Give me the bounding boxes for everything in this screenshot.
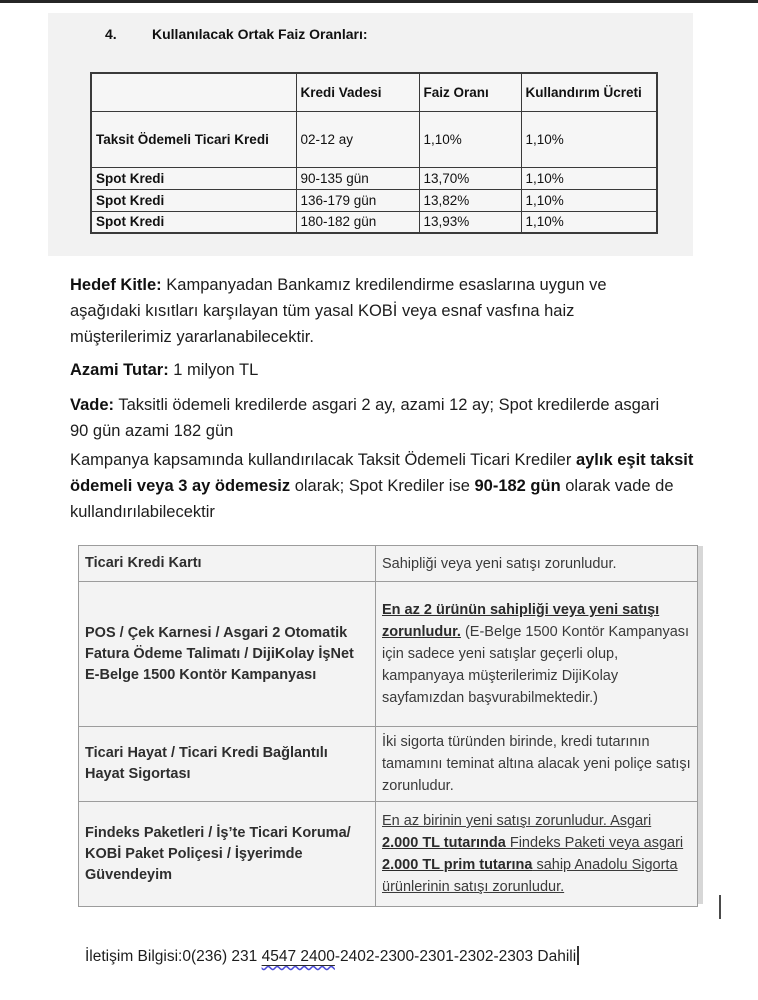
product-cell: Spot Kredi xyxy=(91,211,296,233)
paragraph-bold-text: 90-182 gün xyxy=(474,477,561,495)
text-cursor xyxy=(577,946,579,965)
text-cursor xyxy=(719,895,721,919)
paragraph-text: olarak vade de kullandırılabilecektir xyxy=(70,477,674,521)
header-cell-fee: Kullandırım Ücreti xyxy=(521,73,657,111)
contact-suffix: -2402-2300-2301-2302-2303 Dahili xyxy=(334,948,577,965)
section-heading xyxy=(105,26,368,42)
header-cell-rate: Faiz Oranı xyxy=(419,73,521,111)
requirement-bold-underline: 2.000 TL tutarında xyxy=(382,835,506,851)
requirement-cell: Sahipliği veya yeni satışı zorunludur. xyxy=(376,546,698,582)
interest-rates-table xyxy=(90,72,658,234)
table-row xyxy=(91,211,657,233)
product-cell: Spot Kredi xyxy=(91,189,296,211)
term-cell: 90-135 gün xyxy=(296,167,419,189)
requirement-underline: Findeks Paketi veya asgari xyxy=(505,835,684,851)
table-scrollbar-track[interactable] xyxy=(698,546,703,904)
table-row xyxy=(79,802,698,907)
term-cell: 02-12 ay xyxy=(296,111,419,167)
product-cell: Ticari Kredi Kartı xyxy=(79,546,376,582)
paragraph-text: Taksitli ödemeli kredilerde asgari 2 ay, azami 12 ay; Spot kredilerde asgari 90 gün azami 182 gün xyxy=(70,396,660,440)
fee-cell: 1,10% xyxy=(521,111,657,167)
requirement-cell: İki sigorta türünden birinde, kredi tutarının tamamını teminat altına alacak yeni poliçe satışı zorunludur. xyxy=(376,727,698,802)
rates-section-panel xyxy=(48,13,693,256)
table-row xyxy=(91,111,657,167)
contact-underlined-numbers: 4547 2400 xyxy=(261,948,335,965)
term-cell: 136-179 gün xyxy=(296,189,419,211)
rate-cell: 13,93% xyxy=(419,211,521,233)
product-cell: Ticari Hayat / Ticari Kredi Bağlantılı Hayat Sigortası xyxy=(79,727,376,802)
product-cell: Spot Kredi xyxy=(91,167,296,189)
header-cell-empty xyxy=(91,73,296,111)
requirements-table xyxy=(78,545,698,907)
requirement-cell xyxy=(376,582,698,727)
requirement-underline: En az birinin yeni satışı zorunludur. Asgari xyxy=(382,813,652,829)
table-row xyxy=(91,189,657,211)
paragraph-label: Azami Tutar: xyxy=(70,361,169,379)
paragraph-kampanya xyxy=(70,447,695,525)
requirement-bold-underline: En az 2 ürünün sahipliği veya yeni satışı zorunludur. xyxy=(382,602,660,640)
rate-cell: 1,10% xyxy=(419,111,521,167)
paragraph-text: Kampanyadan Bankamız kredilendirme esaslarına uygun ve aşağıdaki kısıtları karşılayan tüm yasal KOBİ veya esnaf vasfına haiz müşterilerimiz yararlanabilecektir. xyxy=(70,276,607,346)
table-row xyxy=(91,167,657,189)
section-title: Kullanılacak Ortak Faiz Oranları: xyxy=(152,26,368,42)
rate-cell: 13,82% xyxy=(419,189,521,211)
header-cell-term: Kredi Vadesi xyxy=(296,73,419,111)
paragraph-vade xyxy=(70,392,670,444)
paragraph-azami-tutar xyxy=(70,357,670,383)
section-number: 4. xyxy=(105,26,117,42)
paragraph-label: Hedef Kitle: xyxy=(70,276,162,294)
product-cell: Taksit Ödemeli Ticari Kredi xyxy=(91,111,296,167)
paragraph-text: olarak; Spot Krediler ise xyxy=(290,477,475,495)
paragraph-text: Kampanya kapsamında kullandırılacak Taksit Ödemeli Ticari Krediler xyxy=(70,451,576,469)
top-border-line xyxy=(0,0,758,3)
fee-cell: 1,10% xyxy=(521,189,657,211)
paragraph-bold-text: aylık eşit taksit ödemeli veya 3 ay ödemesiz xyxy=(70,451,694,495)
product-cell: POS / Çek Karnesi / Asgari 2 Otomatik Fatura Ödeme Talimatı / DijiKolay İşNet E-Belge 1500 Kontör Kampanyası xyxy=(79,582,376,727)
table-header-row xyxy=(91,73,657,111)
term-cell: 180-182 gün xyxy=(296,211,419,233)
fee-cell: 1,10% xyxy=(521,211,657,233)
paragraph-text: 1 milyon TL xyxy=(168,361,259,379)
table-row xyxy=(79,546,698,582)
product-cell: Findeks Paketleri / İş’te Ticari Koruma/ KOBİ Paket Poliçesi / İşyerimde Güvendeyim xyxy=(79,802,376,907)
table-row xyxy=(79,582,698,727)
requirement-text: (E-Belge 1500 Kontör Kampanyası için sadece yeni satışlar geçerli olup, kampanyaya müşterilerimiz DijiKolay sayfamızdan başvurabilmektedir.) xyxy=(382,624,690,706)
contact-info-line xyxy=(85,946,579,966)
requirement-underline: sahip Anadolu Sigorta ürünlerinin satışı zorunludur. xyxy=(382,857,678,895)
rate-cell: 13,70% xyxy=(419,167,521,189)
requirement-bold-underline: 2.000 TL prim tutarına xyxy=(382,857,533,873)
contact-prefix: İletişim Bilgisi:0(236) 231 xyxy=(85,948,262,965)
spellcheck-wavy-underline xyxy=(262,948,335,965)
table-row xyxy=(79,727,698,802)
fee-cell: 1,10% xyxy=(521,167,657,189)
paragraph-label: Vade: xyxy=(70,396,115,414)
requirement-cell xyxy=(376,802,698,907)
paragraph-hedef-kitle xyxy=(70,272,670,350)
